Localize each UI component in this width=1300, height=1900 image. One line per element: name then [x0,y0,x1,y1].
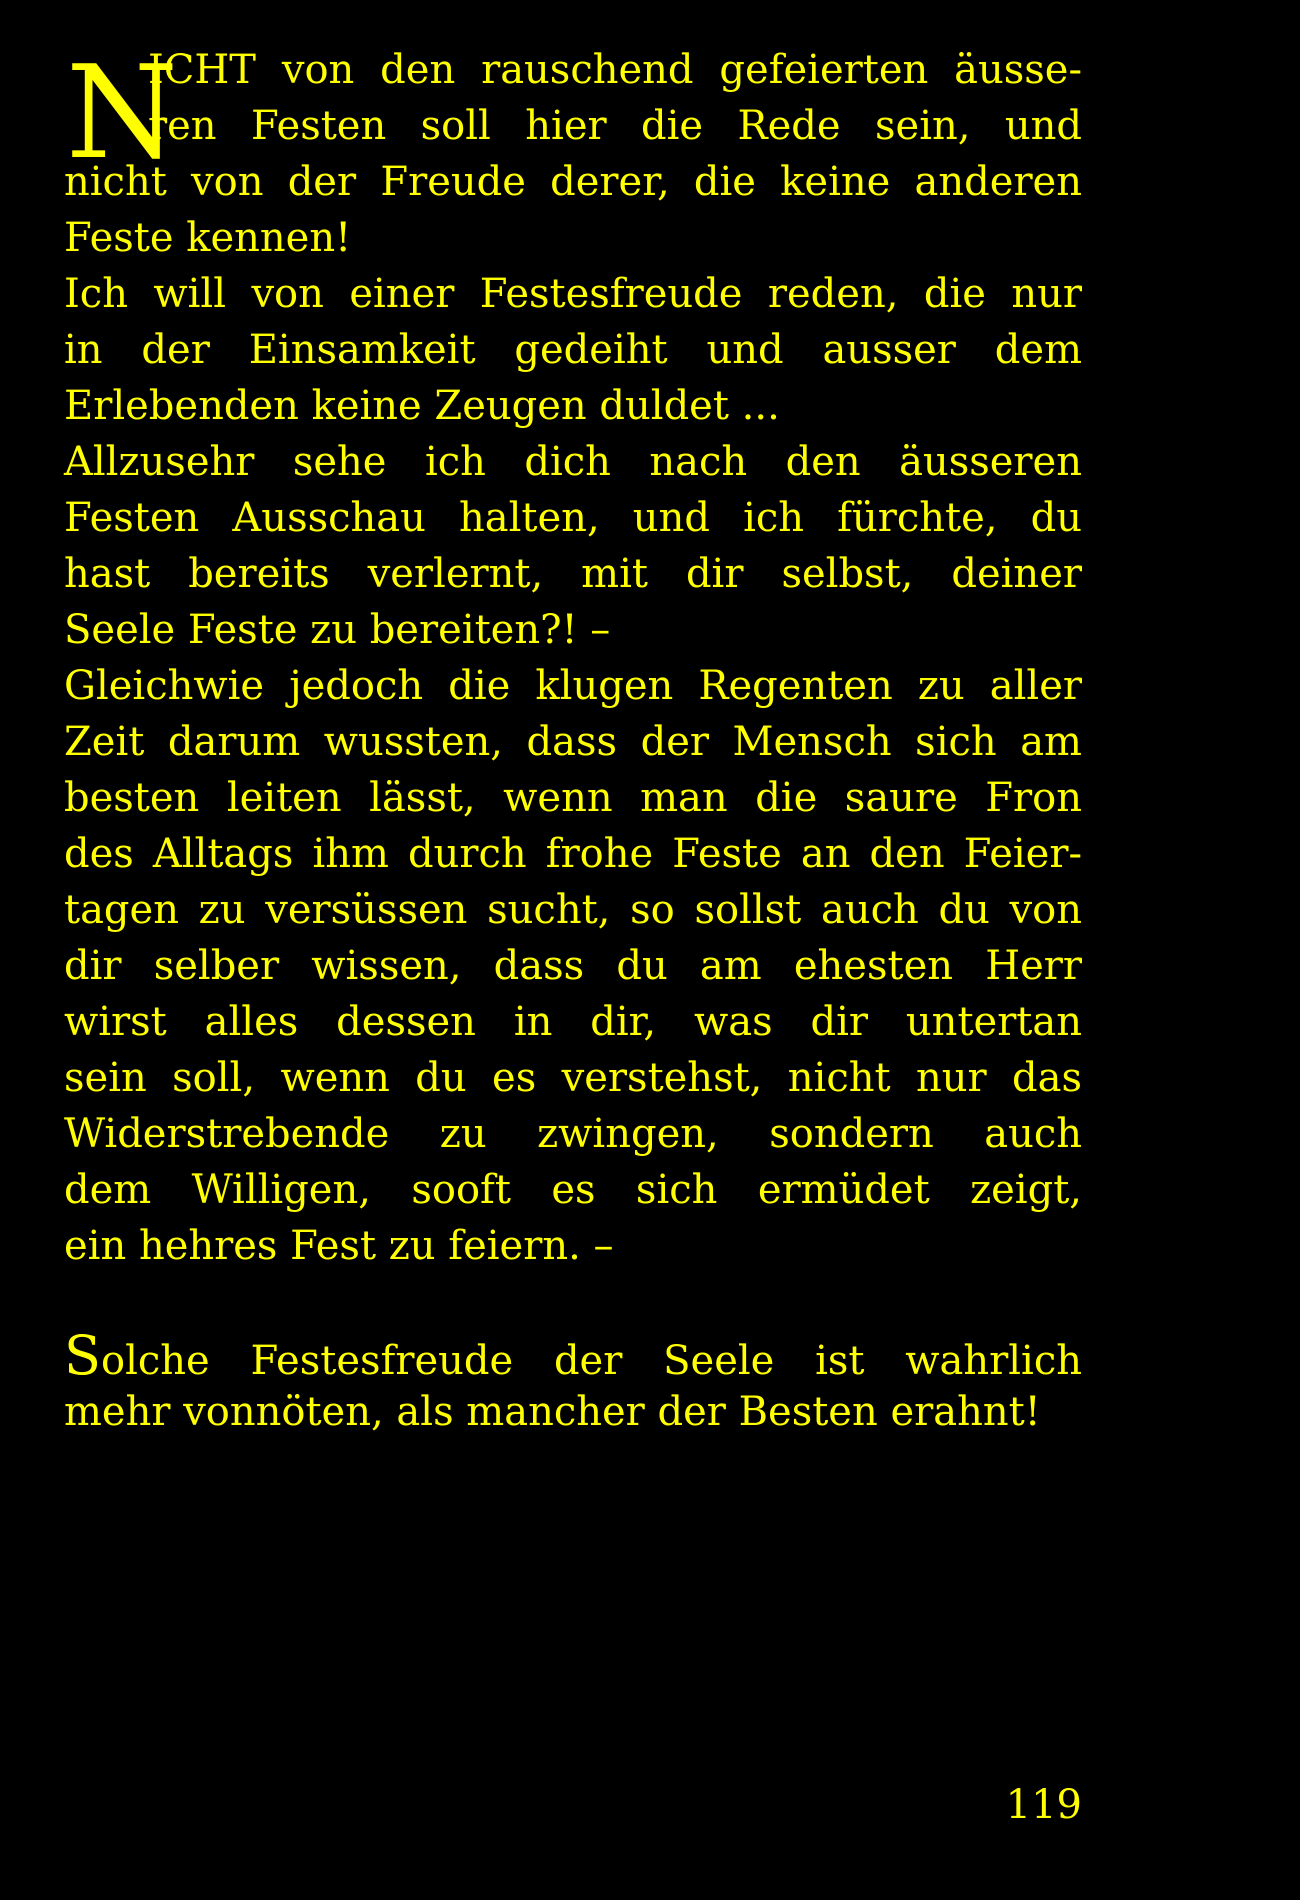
paragraph-1-line-2: ren Festen soll hier die Rede sein, und [148,103,1082,149]
paragraph-3-line-1: Allzusehr sehe ich dich nach den äusseren [64,439,1082,485]
paragraph-4-line-3: besten leiten lässt, wenn man die saure Fron [64,775,1082,821]
paragraph-5-line-1 [64,1326,1082,1386]
paragraph-4-line-11: ein hehres Fest zu feiern. – [64,1223,614,1269]
paragraph-5-line-1-text: olche Festesfreude der Seele ist wahrlich [101,1338,1082,1384]
paragraph-4-line-4: des Alltags ihm durch frohe Feste an den Feier- [64,831,1082,877]
paragraph-3-line-2: Festen Ausschau halten, und ich fürchte, du [64,495,1082,541]
paragraph-5-initial: S [64,1324,101,1387]
paragraph-3-line-3: hast bereits verlernt, mit dir selbst, deiner [64,551,1082,597]
paragraph-4-line-6: dir selber wissen, dass du am ehesten Herr [64,943,1082,989]
paragraph-3-line-4: Seele Feste zu bereiten?! – [64,607,611,653]
paragraph-4-line-9: Widerstrebende zu zwingen, sondern auch [64,1111,1082,1157]
paragraph-1-line-1: ICHT von den rauschend gefeierten äusse- [148,47,1082,93]
paragraph-4-line-5: tagen zu versüssen sucht, so sollst auch du von [64,887,1082,933]
paragraph-1-line-3: nicht von der Freude derer, die keine anderen [64,159,1082,205]
paragraph-4-line-8: sein soll, wenn du es verstehst, nicht nur das [64,1055,1082,1101]
paragraph-2-line-1: Ich will von einer Festesfreude reden, die nur [64,271,1082,317]
drop-cap-initial: N [66,39,178,188]
paragraph-2-line-3: Erlebenden keine Zeugen duldet ... [64,383,780,429]
paragraph-4-line-10: dem Willigen, sooft es sich ermüdet zeigt, [64,1167,1082,1213]
book-page [64,40,1082,1860]
paragraph-2-line-2: in der Einsamkeit gedeiht und ausser dem [64,327,1082,373]
paragraph-4-line-1: Gleichwie jedoch die klugen Regenten zu aller [64,663,1082,709]
paragraph-4-line-2: Zeit darum wussten, dass der Mensch sich am [64,719,1082,765]
paragraph-1-line-4: Feste kennen! [64,215,352,261]
page-number: 119 [1005,1782,1082,1828]
paragraph-5-line-2: mehr vonnöten, als mancher der Besten erahnt! [64,1389,1041,1435]
paragraph-4-line-7: wirst alles dessen in dir, was dir untertan [64,999,1082,1045]
